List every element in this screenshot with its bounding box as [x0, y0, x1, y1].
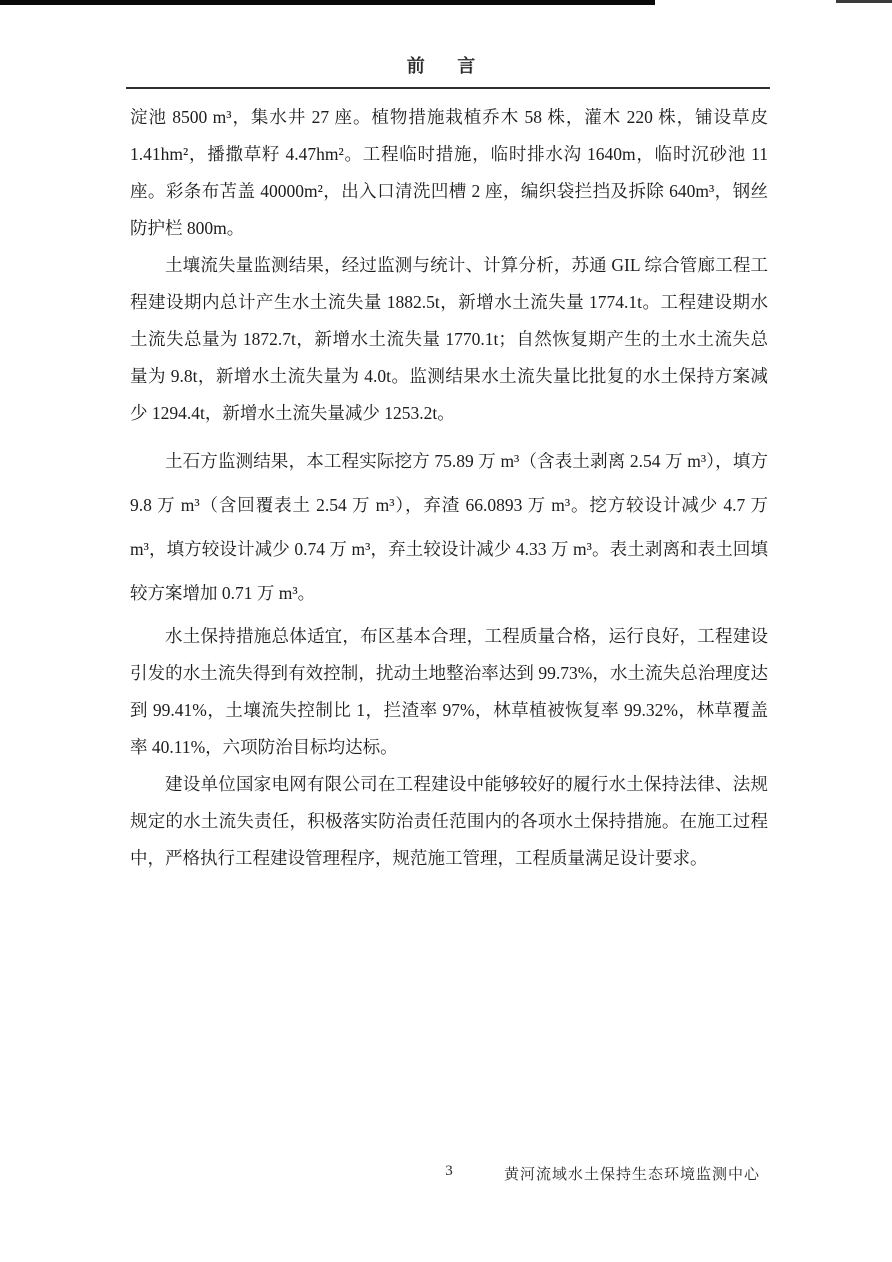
header-divider [126, 87, 770, 89]
body-paragraph: 建设单位国家电网有限公司在工程建设中能够较好的履行水土保持法律、法规规定的水土流失责任，积极落实防治责任范围内的各项水土保持措施。在施工过程中，严格执行工程建设管理程序，规范施工管理，工程质量满足设计要求。 [130, 774, 768, 868]
scan-artifact-top-right [836, 0, 892, 3]
page-title: 前 言 [406, 56, 490, 76]
body-paragraph: 土壤流失量监测结果，经过监测与统计、计算分析，苏通 GIL 综合管廊工程工程建设期内总计产生水土流失量 1882.5t，新增水土流失量 1774.1t。工程建设期水土流失总量为 1872.7t，新增水土流失量 1770.1t；自然恢复期产生的土水土流失总量为 9.8t，新增水土流失量为 4.0t。监测结果水土流失量比批复的水土保持方案减少 1294.4t，新增水土流失量减少 1253.2t。 [130, 255, 768, 423]
body-paragraph: 淀池 8500 m³，集水井 27 座。植物措施栽植乔木 58 株，灌木 220 株，铺设草皮 1.41hm²，播撒草籽 4.47hm²。工程临时措施，临时排水沟 1640m，临时沉砂池 11 座。彩条布苫盖 40000m²，出入口清洗凹槽 2 座，编织袋拦挡及拆除 640m³，钢丝防护栏 800m。 [130, 107, 768, 238]
page-number: 3 [445, 1163, 453, 1179]
document-body [130, 99, 768, 877]
body-paragraph: 土石方监测结果，本工程实际挖方 75.89 万 m³（含表土剥离 2.54 万 m³），填方 9.8 万 m³（含回覆表土 2.54 万 m³），弃渣 66.0893 万 m³。挖方较设计减少 4.7 万 m³，填方较设计减少 0.74 万 m³，弃土较设计减少 4.33 万 m³。表土剥离和表土回填较方案增加 0.71 万 m³。 [130, 451, 768, 603]
footer-organization: 黄河流域水土保持生态环境监测中心 [503, 1167, 760, 1183]
page-footer [130, 1163, 768, 1193]
scan-artifact-top-bar [0, 0, 655, 5]
body-paragraph: 水土保持措施总体适宜，布区基本合理，工程质量合格，运行良好，工程建设引发的水土流失得到有效控制，扰动土地整治率达到 99.73%，水土流失总治理度达到 99.41%，土壤流失控制比 1，拦渣率 97%，林草植被恢复率 99.32%，林草覆盖率 40.11%，六项防治目标均达标。 [130, 626, 768, 757]
